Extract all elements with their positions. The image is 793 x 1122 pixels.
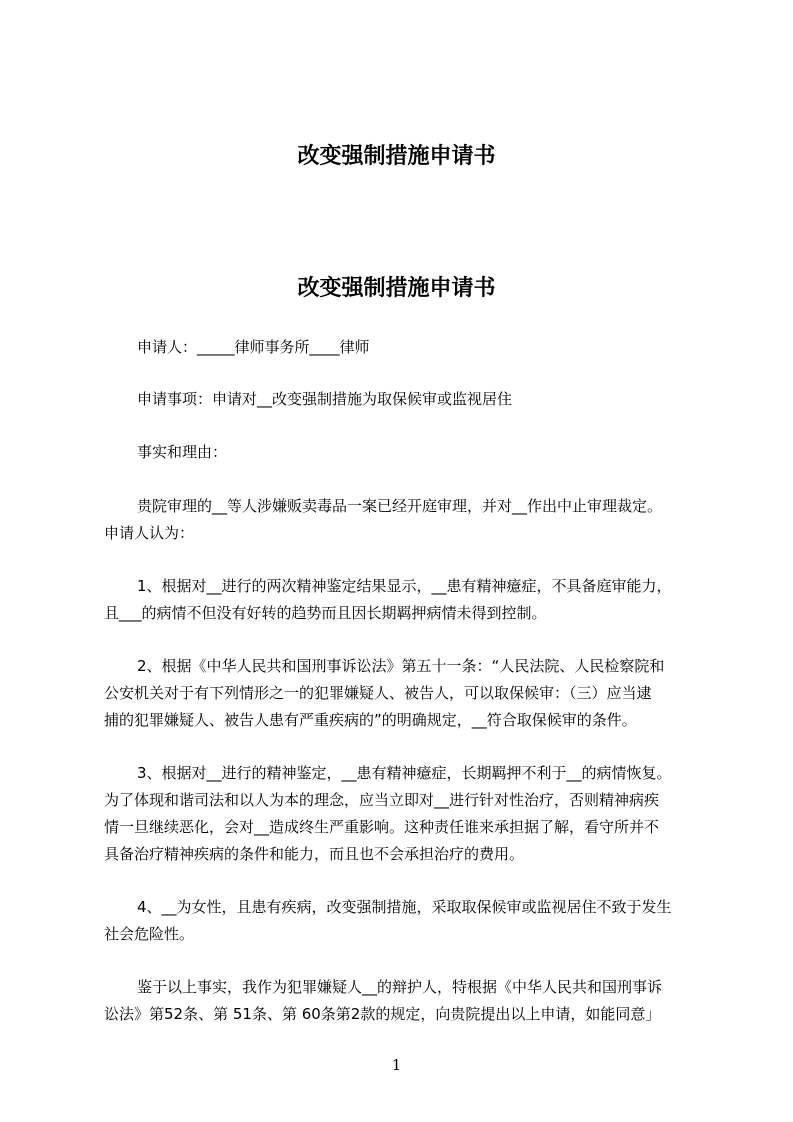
facts-heading: 事实和理由： (137, 443, 228, 461)
reason-1-line-2: 且___的病情不但没有好转的趋势而且因长期羁押病情未得到控制。 (104, 604, 547, 622)
reason-4-line-2: 社会危险性。 (104, 925, 195, 943)
intro-line-1: 贵院审理的__等人涉嫌贩卖毒品一案已经开庭审理，并对__作出中止审理裁定。 (137, 497, 663, 515)
conclusion-line-2: 讼法》第52条、第 51条、第 60条第2款的规定，向贵院提出以上申请，如能同意」 (104, 1005, 661, 1023)
reason-2-line-1: 2、根据《中华人民共和国刑事诉讼法》第五十一条：“人民法院、人民检察院和 (137, 657, 665, 675)
conclusion-line-1: 鉴于以上事实，我作为犯罪嫌疑人__的辩护人，特根据《中华人民共和国刑事诉 (137, 978, 663, 996)
reason-3-line-1: 3、根据对__进行的精神鉴定，__患有精神癔症，长期羁押不利于__的病情恢复。 (137, 764, 672, 782)
page-title-top: 改变强制措施申请书 (297, 144, 496, 169)
reason-3-line-4: 具备治疗精神疾病的条件和能力，而且也不会承担治疗的费用。 (104, 845, 525, 863)
reason-2-line-3: 捕的犯罪嫌疑人、被告人患有严重疾病的”的明确规定，__符合取保候审的条件。 (104, 711, 637, 729)
reason-1-line-1: 1、根据对__进行的两次精神鉴定结果显示，__患有精神癔症，不具备庭审能力， (137, 577, 672, 595)
reason-4-line-1: 4、__为女性，且患有疾病，改变强制措施，采取取保候审或监视居住不致于发生 (137, 898, 672, 916)
intro-line-2: 申请人认为： (104, 524, 195, 542)
document-title: 改变强制措施申请书 (297, 276, 496, 301)
applicant-line: 申请人：_____律师事务所____律师 (137, 338, 370, 356)
reason-3-line-2: 为了体现和谐司法和以人为本的理念，应当立即对__进行针对性治疗，否则精神病疾 (104, 791, 660, 809)
reason-2-line-2: 公安机关对于有下列情形之一的犯罪嫌疑人、被告人，可以取保候审：（三）应当逮 (104, 684, 652, 702)
matter-line: 申请事项：申请对__改变强制措施为取保候审或监视居住 (137, 390, 513, 408)
reason-3-line-3: 情一旦继续恶化，会对__造成终生严重影响。这种责任谁来承担据了解，看守所并不 (104, 818, 660, 836)
page-number: 1 (391, 1056, 402, 1074)
